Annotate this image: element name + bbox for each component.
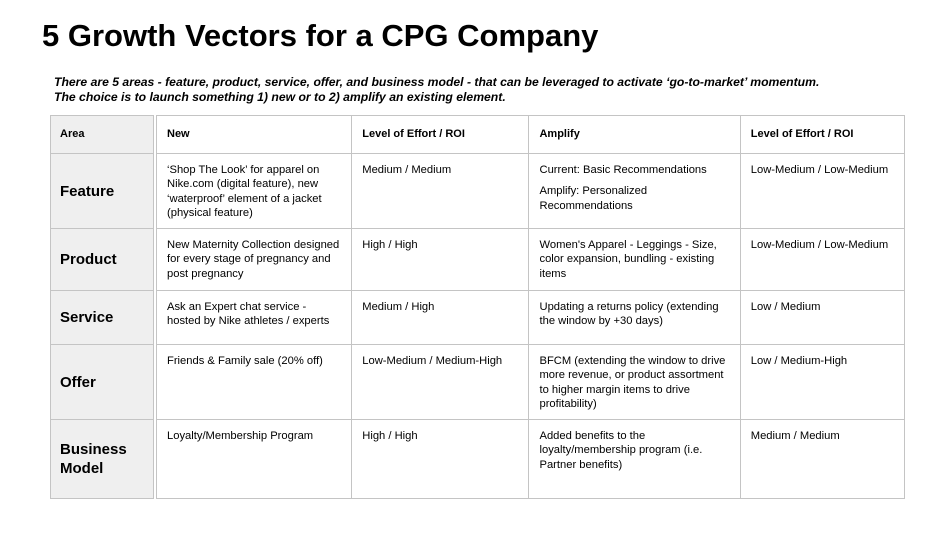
cell-amplify-effort: Medium / Medium [740, 420, 904, 499]
cell-new-effort: High / High [352, 229, 529, 291]
area-label-feature: Feature [51, 154, 154, 229]
header-area: Area [51, 116, 154, 154]
cell-amplify-effort: Low-Medium / Low-Medium [740, 229, 904, 291]
header-amplify-effort: Level of Effort / ROI [740, 116, 904, 154]
table-header-row [157, 116, 905, 154]
table-row [157, 420, 905, 499]
header-new-effort: Level of Effort / ROI [352, 116, 529, 154]
table-row [157, 345, 905, 420]
header-amplify: Amplify [529, 116, 740, 154]
cell-amplify: BFCM (extending the window to drive more revenue, or product assortment to higher margin items to drive profitability) [529, 345, 740, 420]
table-row [157, 154, 905, 229]
area-label-product: Product [51, 229, 154, 291]
cell-new: Friends & Family sale (20% off) [157, 345, 352, 420]
cell-new-effort: High / High [352, 420, 529, 499]
amplify-current: Current: Basic Recommendations [539, 164, 707, 176]
table-row [157, 229, 905, 291]
subtitle-line-2: The choice is to launch something 1) new or to 2) amplify an existing element. [54, 90, 506, 104]
area-label-offer: Offer [51, 345, 154, 420]
cell-amplify [529, 154, 740, 229]
cell-new: New Maternity Collection designed for every stage of pregnancy and post pregnancy [157, 229, 352, 291]
area-column-table [50, 115, 154, 499]
cell-new: Ask an Expert chat service - hosted by Nike athletes / experts [157, 291, 352, 345]
cell-amplify-effort: Low / Medium-High [740, 345, 904, 420]
cell-new-effort: Medium / High [352, 291, 529, 345]
amplify-proposed: Amplify: Personalized Recommendations [539, 185, 648, 212]
cell-amplify-effort: Low / Medium [740, 291, 904, 345]
cell-amplify: Updating a returns policy (extending the window by +30 days) [529, 291, 740, 345]
cell-new: Loyalty/Membership Program [157, 420, 352, 499]
cell-new-effort: Medium / Medium [352, 154, 529, 229]
cell-amplify: Added benefits to the loyalty/membership program (i.e. Partner benefits) [529, 420, 740, 499]
cell-amplify-effort: Low-Medium / Low-Medium [740, 154, 904, 229]
cell-new-effort: Low-Medium / Medium-High [352, 345, 529, 420]
subtitle-line-1: There are 5 areas - feature, product, service, offer, and business model - that can be leveraged to activate ‘go-to-market’ momentum. [54, 75, 820, 89]
header-new: New [157, 116, 352, 154]
growth-vectors-table [156, 115, 905, 499]
page-title: 5 Growth Vectors for a CPG Company [42, 18, 599, 53]
cell-amplify: Women's Apparel - Leggings - Size, color expansion, bundling - existing items [529, 229, 740, 291]
subtitle [54, 75, 934, 105]
area-label-business-model: Business Model [51, 420, 154, 499]
area-label-service: Service [51, 291, 154, 345]
table-row [157, 291, 905, 345]
cell-new: ‘Shop The Look’ for apparel on Nike.com (digital feature), new ‘waterproof’ element of a jacket (physical feature) [157, 154, 352, 229]
